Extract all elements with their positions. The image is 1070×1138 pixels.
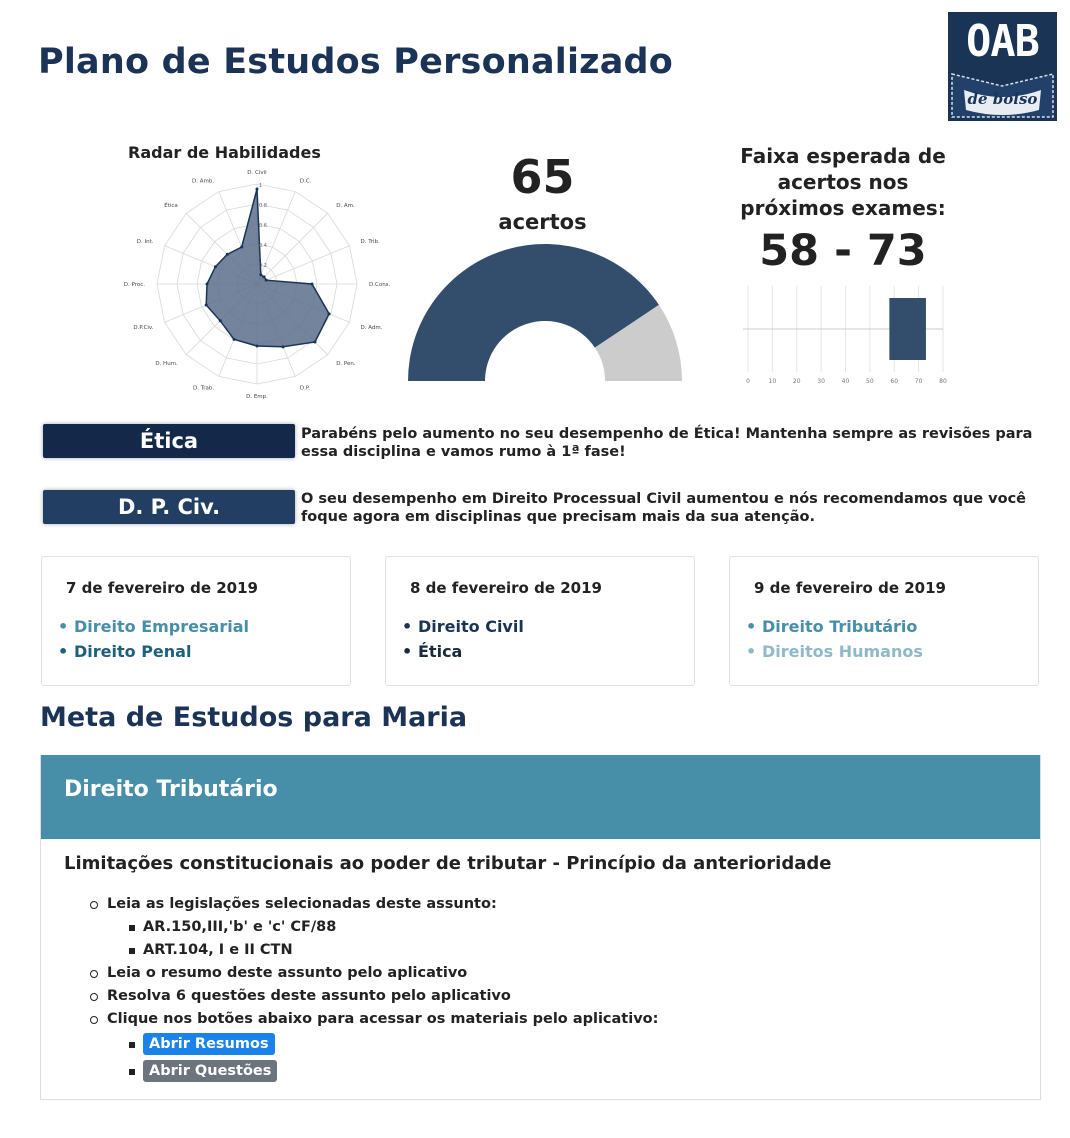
step-text: Clique nos botões abaixo para acessar os materiais pelo aplicativo:	[107, 1011, 659, 1027]
day-subject-item[interactable]: • Direito Penal	[58, 639, 249, 664]
radar-tick-label: 0.6	[259, 223, 267, 229]
gauge-value: 65	[510, 150, 575, 204]
feedback-text-dpciv: O seu desempenho em Direito Processual Civil aumentou e nós recomendamos que você foque agora em disciplinas que precisam mais da sua atenção.	[301, 491, 1026, 525]
logo-main-text: OAB	[966, 16, 1039, 67]
range-tick-label: 10	[768, 378, 777, 385]
study-goal-panel	[40, 755, 1041, 1100]
oab-logo	[948, 12, 1057, 121]
feedback-text-etica: Parabéns pelo aumento no seu desempenho de Ética! Mantenha sempre as revisões para essa disciplina e vamos rumo à 1ª fase!	[301, 426, 1033, 460]
day-card	[41, 556, 351, 686]
radar-tick-label: 0.4	[259, 243, 267, 249]
radar-point	[259, 273, 262, 276]
step-item	[89, 1008, 658, 1085]
day-subject-list	[402, 614, 524, 664]
day-subject-list	[746, 614, 923, 664]
radar-axis-label: D. Int.	[136, 239, 154, 246]
radar-point	[205, 304, 208, 307]
radar-point	[328, 312, 331, 315]
feedback-badge-dpciv[interactable]: D. P. Civ.	[43, 490, 295, 524]
open-summaries-button[interactable]: Abrir Resumos	[143, 1033, 275, 1055]
day-date: 7 de fevereiro de 2019	[66, 579, 258, 597]
day-subject-list	[58, 614, 249, 664]
day-subject-item[interactable]: • Direito Tributário	[746, 614, 923, 639]
score-gauge	[400, 236, 690, 386]
radar-point	[265, 279, 268, 282]
day-card	[729, 556, 1039, 686]
radar-point	[311, 283, 314, 286]
step-text: Leia as legislações selecionadas deste assunto:	[107, 896, 497, 912]
radar-point	[313, 340, 316, 343]
radar-point	[219, 319, 222, 322]
radar-axis-label: D. Adm.	[360, 324, 383, 331]
step-text: Resolva 6 questões deste assunto pelo aplicativo	[107, 988, 511, 1004]
radar-point	[256, 345, 259, 348]
range-tick-label: 30	[817, 378, 825, 385]
radar-point	[240, 246, 243, 249]
gauge-unit: acertos	[498, 210, 587, 234]
action-button-list	[107, 1031, 658, 1085]
action-item	[117, 1031, 658, 1058]
page-title: Plano de Estudos Personalizado	[38, 42, 674, 82]
radar-axis-label: D. Emp.	[246, 394, 268, 400]
range-tick-label: 50	[866, 378, 874, 385]
radar-axis-label: D. Pen.	[336, 361, 356, 368]
law-item: ART.104, I e II CTN	[117, 939, 658, 962]
radar-axis-label: D.P.Civ.	[133, 324, 154, 331]
feedback-badge-etica[interactable]: Ética	[43, 424, 295, 458]
range-tick-label: 60	[890, 378, 899, 385]
day-card	[385, 556, 695, 686]
radar-point	[214, 265, 217, 268]
step-item	[89, 893, 658, 962]
radar-title: Radar de Habilidades	[128, 143, 321, 162]
day-subject-item[interactable]: • Direito Empresarial	[58, 614, 249, 639]
radar-point	[233, 338, 236, 341]
study-goal-subject: Direito Tributário	[64, 777, 278, 802]
range-tick-label: 70	[914, 378, 923, 385]
skills-radar-chart	[120, 166, 391, 400]
day-date: 8 de fevereiro de 2019	[410, 579, 602, 597]
radar-point	[226, 253, 229, 256]
radar-axis-label: D.P.	[299, 385, 311, 392]
range-tick-label: 0	[746, 378, 750, 385]
radar-axis-label: D. Proc.	[123, 282, 145, 288]
radar-axis-label: D. Trab.	[192, 385, 215, 392]
radar-point	[282, 345, 285, 348]
step-text: Leia o resumo deste assunto pelo aplicativo	[107, 965, 468, 981]
radar-axis-label: D. Amb.	[192, 178, 215, 185]
radar-axis-label: D. Trib.	[360, 239, 380, 246]
action-item	[117, 1058, 658, 1085]
logo-sub-text: de bolso	[967, 90, 1038, 108]
radar-point	[206, 283, 209, 286]
radar-tick-label: 0.8	[259, 203, 267, 209]
range-tick-label: 80	[939, 378, 947, 385]
range-value: 58 - 73	[759, 226, 927, 276]
range-tick-label: 20	[792, 378, 801, 385]
radar-axis-label: D.C.	[299, 178, 312, 185]
study-steps-list	[89, 893, 658, 1085]
law-item: AR.150,III,'b' e 'c' CF/88	[117, 916, 658, 939]
law-list	[107, 916, 658, 962]
radar-point	[263, 275, 266, 278]
meta-title: Meta de Estudos para Maria	[40, 702, 468, 733]
open-questions-button[interactable]: Abrir Questões	[143, 1060, 277, 1082]
radar-axis-label: D.Cons.	[369, 282, 391, 288]
day-subject-item[interactable]: • Direitos Humanos	[746, 639, 923, 664]
radar-spoke	[257, 213, 328, 284]
study-goal-topic: Limitações constitucionais ao poder de tributar - Princípio da anterioridade	[64, 853, 832, 874]
range-title: Faixa esperada de acertos nos próximos exames:	[740, 144, 946, 220]
radar-axis-label: Ética	[164, 202, 178, 209]
radar-axis-label: D. Hum.	[155, 361, 178, 368]
step-item	[89, 962, 658, 985]
step-item	[89, 985, 658, 1008]
radar-axis-label: D. Am.	[336, 202, 355, 209]
day-subject-item[interactable]: • Direito Civil	[402, 614, 524, 639]
day-subject-item[interactable]: • Ética	[402, 639, 524, 664]
range-tick-label: 40	[841, 378, 850, 385]
range-bar	[889, 298, 926, 360]
study-goal-header	[41, 755, 1040, 839]
radar-tick-label: 0.2	[259, 263, 267, 269]
expected-range-chart	[738, 284, 948, 388]
day-date: 9 de fevereiro de 2019	[754, 579, 946, 597]
radar-axis-label: D. Civil	[247, 170, 267, 176]
radar-tick-label: 1	[259, 183, 263, 189]
